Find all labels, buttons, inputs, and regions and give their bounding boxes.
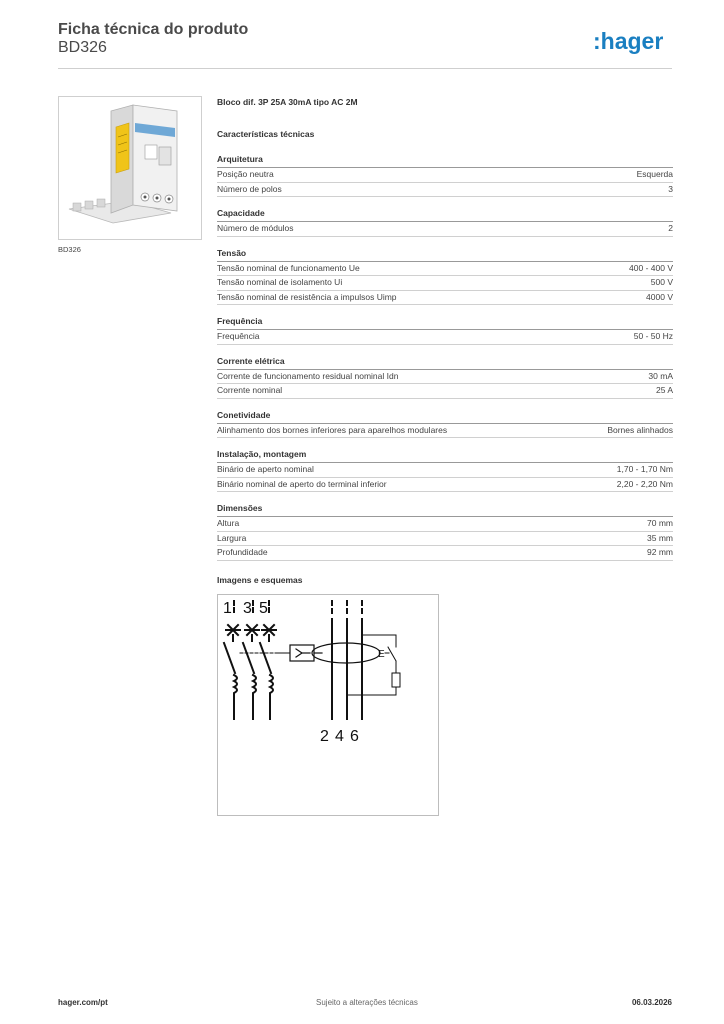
spec-label: Profundidade (217, 547, 268, 557)
spec-row (217, 384, 673, 399)
section-2 (217, 248, 673, 306)
spec-value: 2 (668, 223, 673, 233)
terminal-label-6: 6 (350, 728, 359, 745)
spec-row (217, 517, 673, 532)
spec-value: 400 - 400 V (629, 262, 673, 273)
spec-label: Binário de aperto nominal (217, 464, 314, 474)
spec-row (217, 276, 673, 291)
section-7 (217, 503, 673, 561)
section-title: Frequência (217, 316, 673, 330)
section-title: Dimensões (217, 503, 673, 517)
spec-label: Altura (217, 518, 240, 528)
spec-value: 500 V (650, 277, 673, 287)
spec-value: 4000 V (646, 291, 673, 302)
spec-label: Frequência (217, 331, 260, 341)
terminal-label-3: 3 (243, 600, 252, 617)
terminal-label-5: 5 (259, 600, 268, 617)
logo-text: :hager (593, 28, 664, 54)
spec-row (217, 330, 673, 345)
spec-row (217, 183, 673, 198)
section-title: Arquitetura (217, 154, 673, 168)
header-divider (58, 68, 672, 69)
product-reference: BD326 (58, 39, 107, 56)
page-title: Ficha técnica do produto (58, 21, 249, 38)
section-1 (217, 208, 673, 237)
spec-label: Tensão nominal de funcionamento Ue (217, 262, 360, 273)
product-description: Bloco dif. 3P 25A 30mA tipo AC 2M (217, 97, 358, 107)
spec-label: Número de módulos (217, 223, 294, 233)
spec-label: Largura (217, 532, 247, 543)
spec-row (217, 291, 673, 306)
spec-label: Tensão nominal de resistência a impulsos Uimp (217, 291, 397, 302)
spec-value: Esquerda (636, 169, 673, 179)
images-heading: Imagens e esquemas (217, 575, 303, 585)
terminal-label-1: 1 (223, 600, 232, 617)
spec-value: Bornes alinhados (607, 424, 673, 435)
spec-value: 30 mA (648, 370, 673, 381)
spec-value: 25 A (655, 385, 673, 395)
section-4 (217, 356, 673, 399)
spec-value: 92 mm (647, 547, 673, 557)
spec-row (217, 424, 673, 439)
section-title: Conetividade (217, 410, 673, 424)
product-image (58, 96, 202, 240)
product-illustration (59, 97, 201, 239)
spec-label: Posição neutra (217, 169, 274, 179)
spec-value: 3 (668, 183, 673, 194)
spec-row (217, 262, 673, 277)
spec-value: 1,70 - 1,70 Nm (616, 464, 673, 474)
spec-row (217, 168, 673, 183)
spec-row (217, 546, 673, 561)
section-title: Tensão (217, 248, 673, 262)
test-label: E (378, 649, 385, 660)
spec-label: Binário nominal de aperto do terminal inferior (217, 478, 387, 489)
footer-date: 06.03.2026 (631, 998, 672, 1007)
spec-row (217, 222, 673, 237)
section-title: Instalação, montagem (217, 449, 673, 463)
spec-label: Número de polos (217, 183, 282, 194)
footer-website[interactable]: hager.com/pt (58, 998, 108, 1007)
spec-value: 70 mm (647, 518, 673, 528)
section-3 (217, 316, 673, 345)
spec-row (217, 478, 673, 493)
spec-value: 50 - 50 Hz (633, 331, 673, 341)
terminal-label-2: 2 (320, 728, 329, 745)
footer-notice: Sujeito a alterações técnicas (316, 998, 418, 1007)
spec-value: 35 mm (647, 532, 673, 543)
wiring-schematic (218, 595, 438, 815)
section-title: Corrente elétrica (217, 356, 673, 370)
wiring-diagram (217, 594, 439, 816)
spec-row (217, 532, 673, 547)
spec-label: Tensão nominal de isolamento Ui (217, 277, 343, 287)
technical-data (217, 97, 673, 561)
section-6 (217, 449, 673, 492)
terminal-label-4: 4 (335, 728, 344, 745)
spec-value: 2,20 - 2,20 Nm (616, 478, 673, 489)
spec-label: Corrente de funcionamento residual nominal Idn (217, 370, 399, 381)
hager-logo (593, 28, 675, 56)
spec-label: Alinhamento dos bornes inferiores para aparelhos modulares (217, 424, 448, 435)
spec-row (217, 370, 673, 385)
section-title: Capacidade (217, 208, 673, 222)
spec-label: Corrente nominal (217, 385, 283, 395)
section-0 (217, 154, 673, 197)
product-image-caption: BD326 (58, 245, 81, 254)
characteristics-heading: Características técnicas (217, 129, 315, 139)
spec-row (217, 463, 673, 478)
section-5 (217, 410, 673, 439)
characteristics-sections (217, 154, 673, 561)
